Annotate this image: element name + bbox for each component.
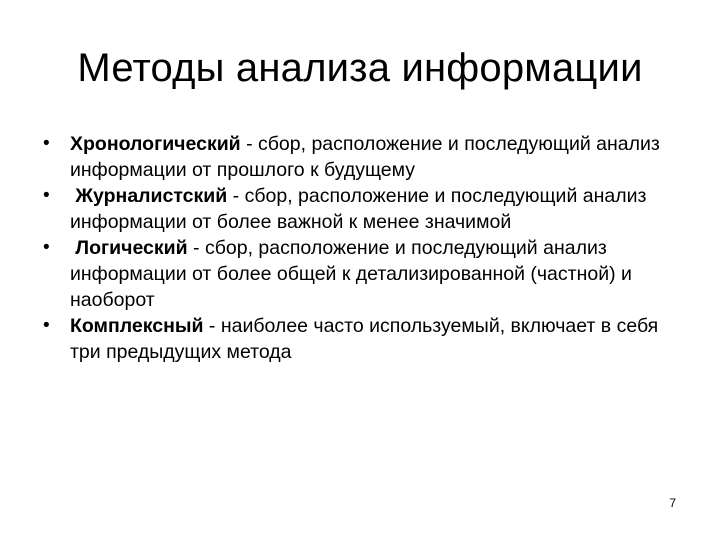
bullet-item-journalistic <box>40 183 680 235</box>
bullet-description: - сбор, расположение и последующий анализ информации от прошлого к будущему <box>70 133 660 181</box>
page-number: 7 <box>669 496 676 510</box>
bullet-marker: • <box>43 185 50 206</box>
bullet-marker: • <box>43 237 50 258</box>
bullet-marker: • <box>43 315 50 336</box>
bullet-item-logical <box>40 235 680 313</box>
bullet-item-complex <box>40 313 680 365</box>
bullet-term: Комплексный <box>70 315 204 337</box>
slide-title: Методы анализа информации <box>77 46 643 90</box>
bullet-description: - сбор, расположение и последующий анализ информации от более общей к детализированной (частной) и наоборот <box>70 237 632 311</box>
bullet-marker: • <box>43 133 50 154</box>
bullet-description: - сбор, расположение и последующий анализ информации от более важной к менее значимой <box>70 185 647 233</box>
bullet-term: Хронологический <box>70 133 241 155</box>
bullet-list <box>40 131 680 365</box>
bullet-term: Логический <box>75 237 188 259</box>
bullet-term: Журналистский <box>75 185 228 207</box>
bullet-description: - наиболее часто используемый, включает в себя три предыдущих метода <box>70 315 659 363</box>
bullet-item-chronological <box>40 131 680 183</box>
